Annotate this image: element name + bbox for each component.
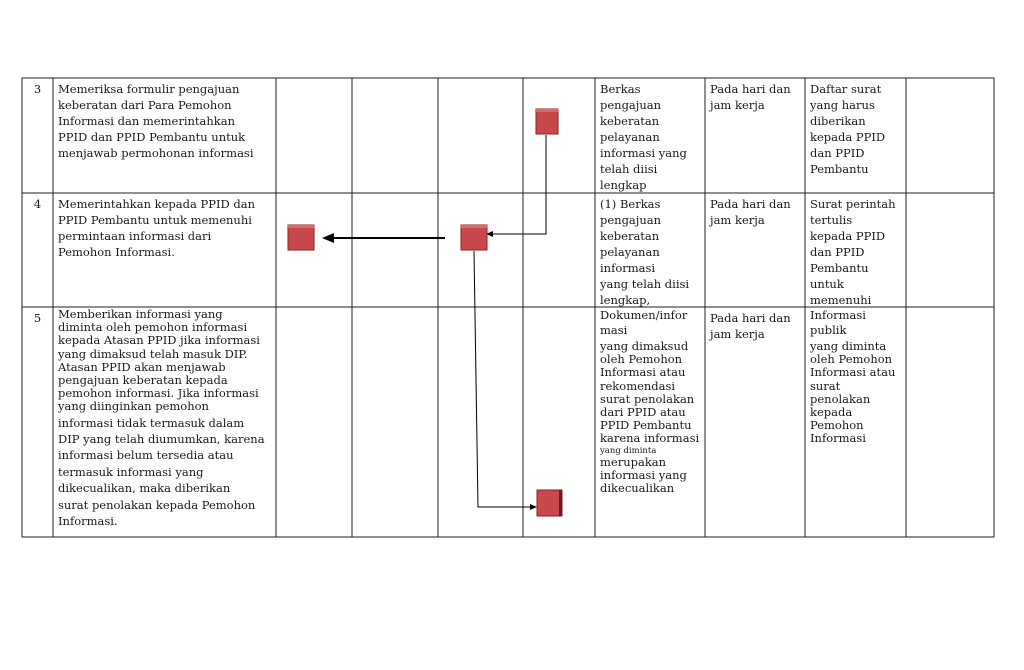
flow-connector-4-to-5 (474, 251, 537, 510)
output-cell: Surat perintah tertulis kepada PPID dan PPID Pembantu untuk memenuhi (810, 197, 896, 307)
activity-description: Memberikan informasi yang diminta oleh pemohon informasi kepada Atasan PPID jika informasi yang dimaksud telah masuk DIP. Atasan PPID akan menjawab pengajuan keberatan kepada pemohon informasi. Jika informasi yang diinginkan pemohon informasi tidak termasuk dalam DIP yang telah diumumkan, karena informasi belum tersedia atau termasuk informasi yang dikecualikan, maka diberikan surat penolakan kepada Pemohon Informasi. (58, 307, 265, 529)
requirements-cell: Dokumen/infor masi yang dimaksud oleh Pemohon Informasi atau rekomendasi surat penolakan dari PPID atau PPID Pembantu karena informasi yang diminta merupakan informasi yang dikecualikan (600, 308, 700, 496)
activity-description: Memerintahkan kepada PPID dan PPID Pembantu untuk memenuhi permintaan informasi dari Pemohon Informasi. (58, 197, 256, 259)
output-cell: Informasi publik yang diminta oleh Pemohon Informasi atau surat penolakan kepada Pemohon Informasi (810, 308, 896, 446)
requirements-cell: Berkas pengajuan keberatan pelayanan informasi yang telah diisi lengkap (600, 82, 687, 192)
time-cell: Pada hari dan jam kerja (710, 82, 791, 112)
row-number: 5 (33, 311, 42, 325)
activity-description: Memeriksa formulir pengajuan keberatan dari Para Pemohon Informasi dan memerintahkan PPID dan PPID Pembantu untuk menjawab permohonan informasi (58, 82, 254, 160)
time-cell: Pada hari dan jam kerja (710, 311, 791, 341)
flow-box-row3 (536, 109, 558, 134)
flow-connector-3-to-4 (486, 135, 546, 237)
time-cell: Pada hari dan jam kerja (710, 197, 791, 227)
flow-connector-4-left (322, 233, 445, 243)
flow-box-row4-center (461, 225, 487, 250)
row-number: 4 (33, 197, 42, 211)
requirements-cell: (1) Berkas pengajuan keberatan pelayanan informasi yang telah diisi lengkap, (600, 197, 690, 307)
flow-box-row5 (537, 490, 562, 516)
row-number: 3 (33, 82, 42, 96)
output-cell: Daftar surat yang harus diberikan kepada PPID dan PPID Pembantu (810, 82, 886, 176)
flow-box-row4-left (288, 225, 314, 250)
